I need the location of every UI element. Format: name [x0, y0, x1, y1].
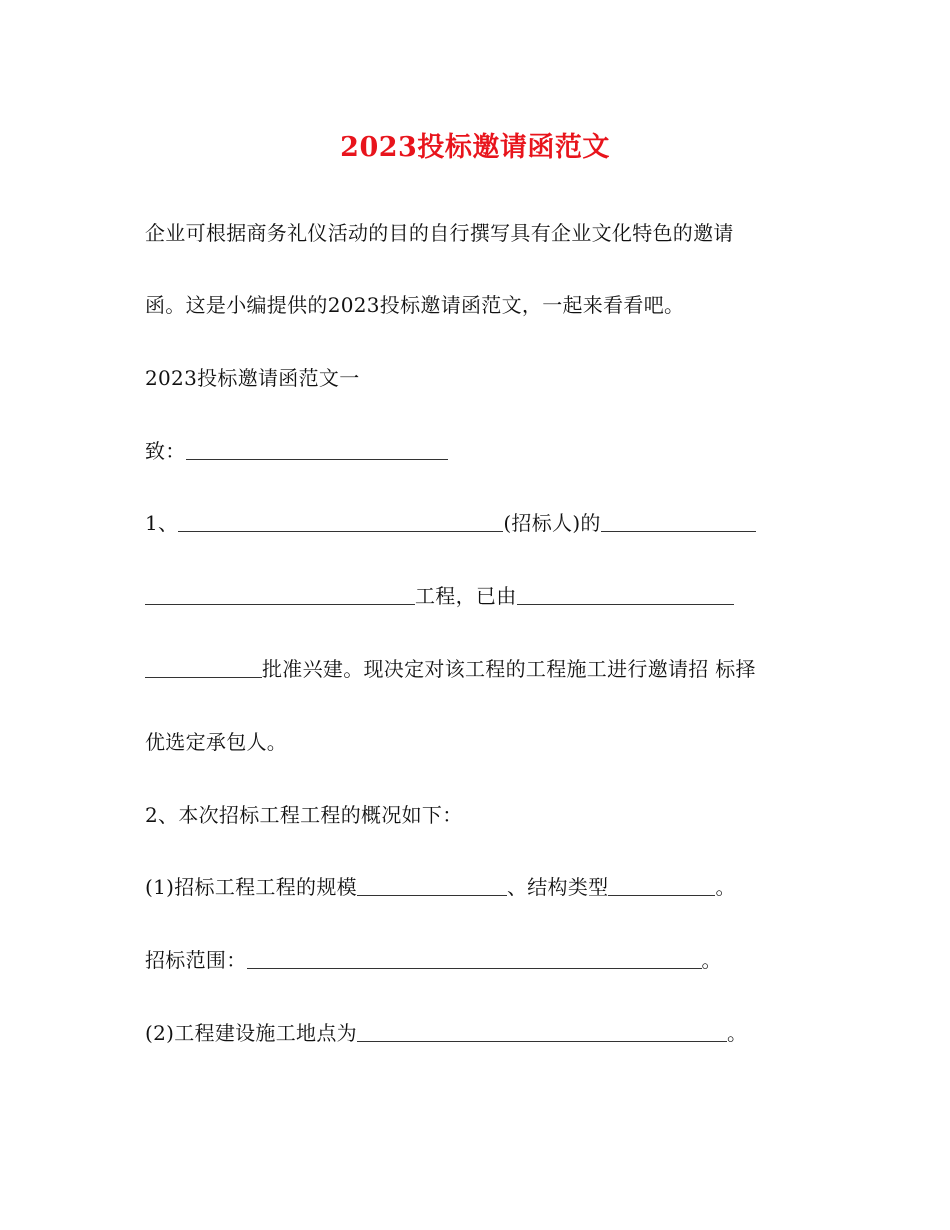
item-1-line-4: 优选定承包人。	[145, 730, 288, 754]
project-name-blank	[601, 509, 756, 532]
scope-line	[145, 945, 722, 975]
item-1-text-a: (招标人)的	[503, 511, 601, 535]
item-2-1-label: (1)招标工程工程的规模	[145, 875, 357, 899]
scope-blank	[247, 946, 702, 969]
addressee-blank	[186, 437, 448, 460]
item-2-1-mid: 、结构类型	[506, 875, 609, 899]
scope-end: 。	[701, 948, 722, 972]
item-2-line: 2、本次招标工程工程的概况如下：	[145, 803, 463, 827]
project-name-blank-2	[145, 582, 415, 605]
item-2-1-end: 。	[715, 875, 736, 899]
item-2-2-line	[145, 1018, 747, 1048]
item-2-2-end: 。	[726, 1021, 748, 1045]
intro-paragraph-line-2: 函。这是小编提供的2023投标邀请函范文，一起来看看吧。	[145, 293, 685, 317]
intro-paragraph-line-1: 企业可根据商务礼仪活动的目的自行撰写具有企业文化特色的邀请	[145, 221, 734, 245]
scale-blank	[357, 873, 507, 896]
item-1-number: 1、	[145, 511, 179, 535]
location-blank	[357, 1019, 727, 1042]
approver-blank-2	[145, 655, 262, 678]
addressee-label: 致：	[145, 439, 186, 463]
item-1-line-3	[145, 654, 756, 684]
document-title: 2023投标邀请函范文	[340, 132, 610, 163]
item-2-1-line	[145, 872, 736, 902]
item-1-text-c: 批准兴建。现决定对该工程的工程施工进行邀请招 标择	[262, 657, 756, 681]
tenderer-blank	[178, 509, 503, 532]
addressee-line	[145, 436, 448, 466]
approver-blank	[517, 582, 734, 605]
scope-label: 招标范围：	[145, 948, 247, 972]
section-heading: 2023投标邀请函范文一	[145, 366, 360, 390]
item-1-line-1	[145, 508, 756, 538]
item-1-line-2	[145, 581, 734, 611]
structure-type-blank	[608, 873, 715, 896]
item-1-text-b: 工程，已由	[415, 584, 517, 608]
item-2-2-label: (2)工程建设施工地点为	[145, 1021, 357, 1045]
